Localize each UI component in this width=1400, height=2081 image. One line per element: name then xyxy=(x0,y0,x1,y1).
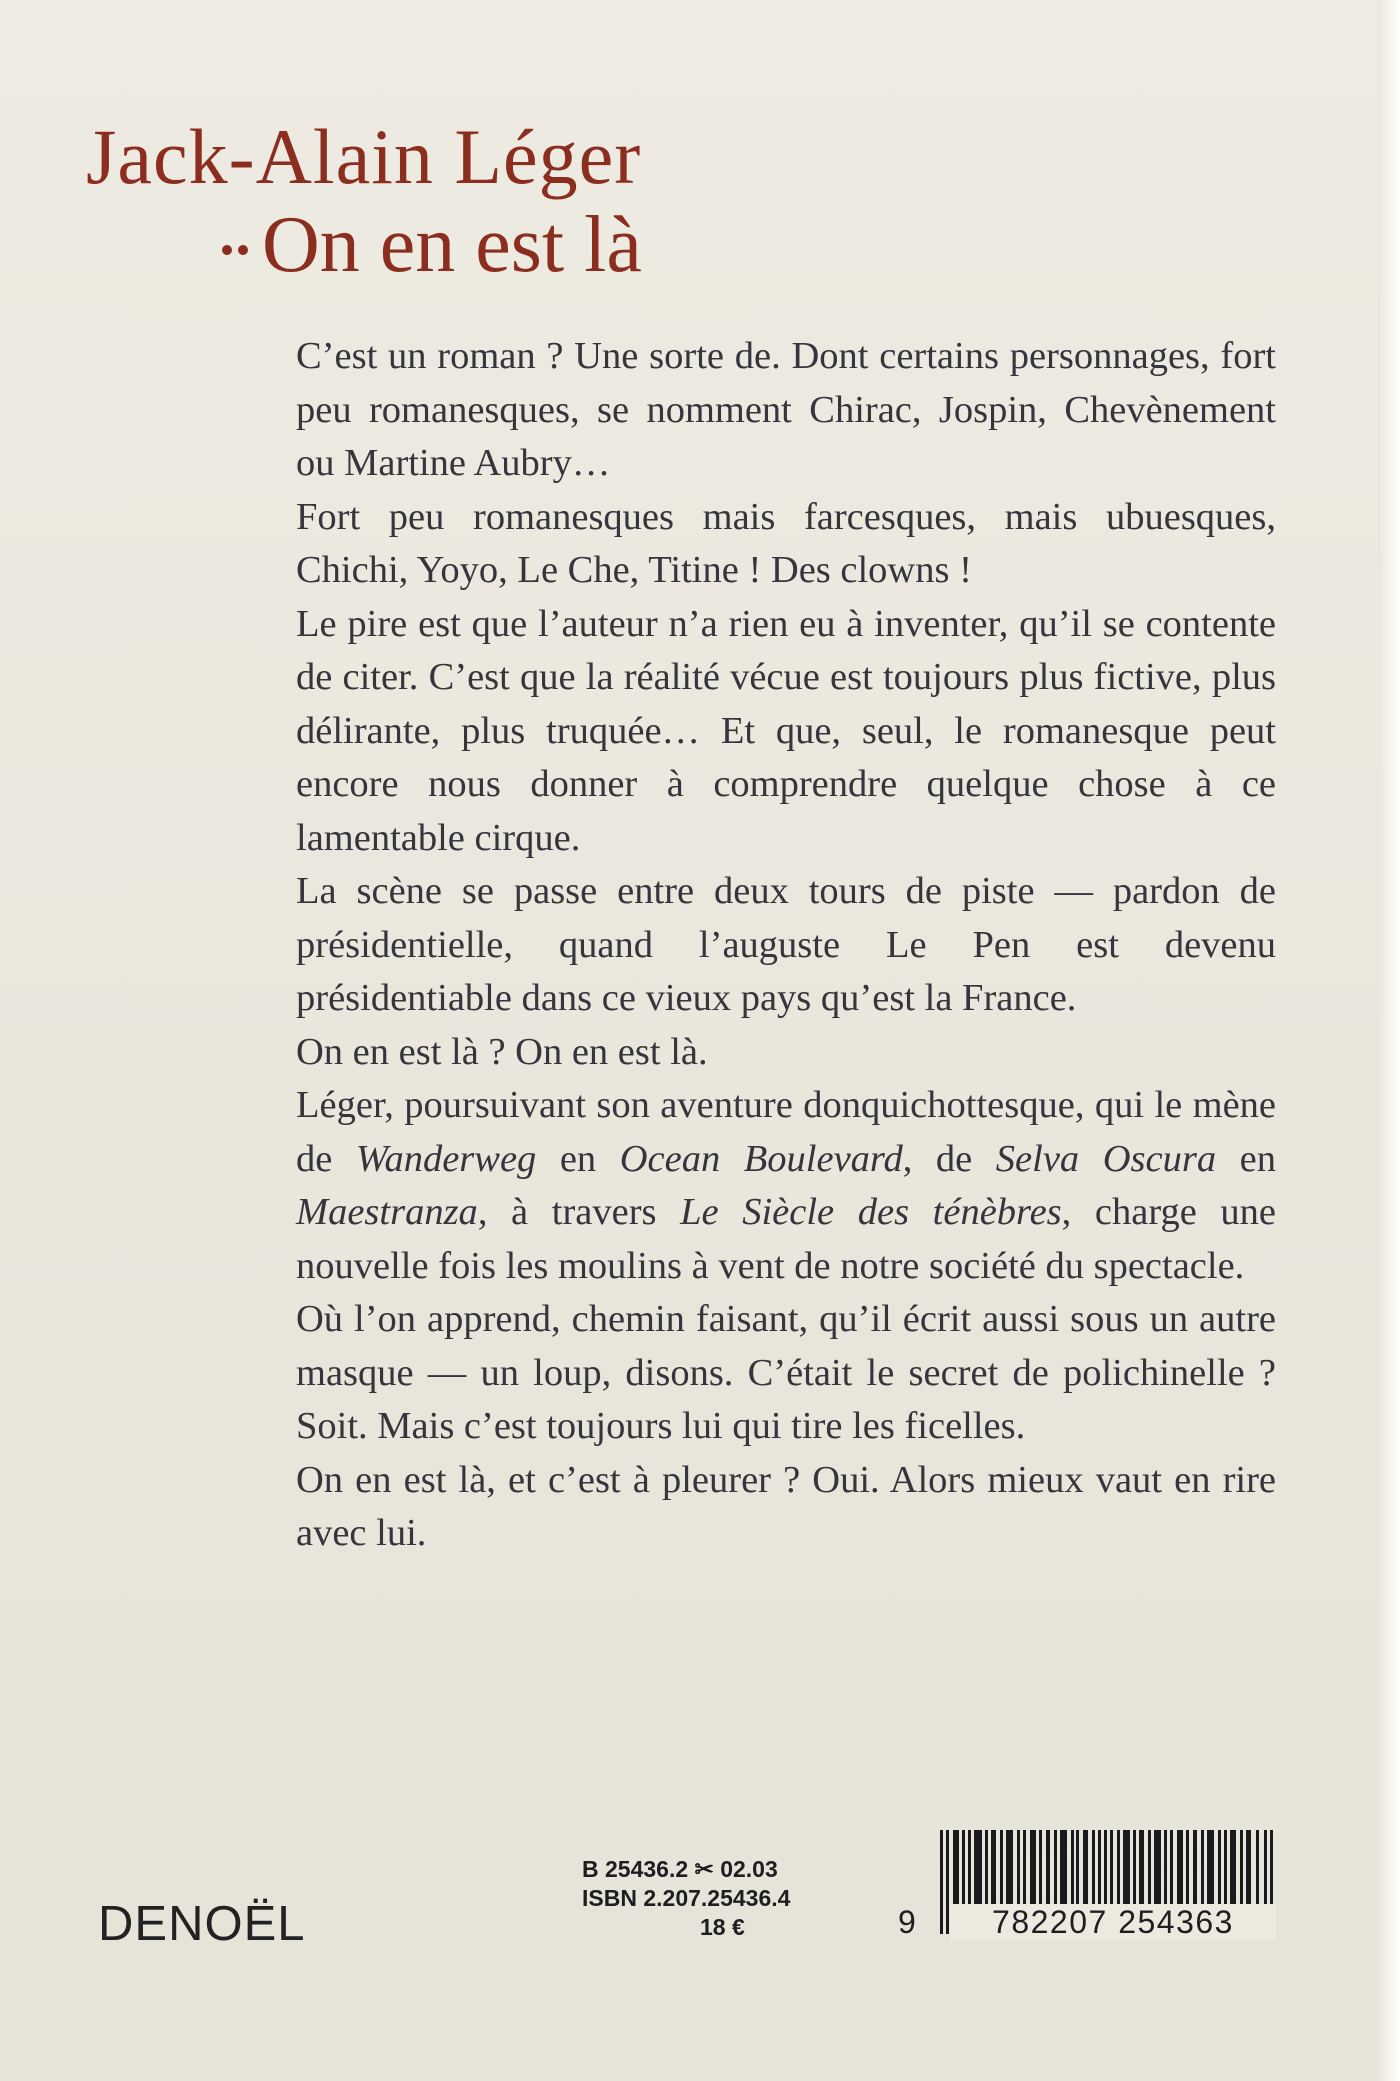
book-title-ref: Maestranza xyxy=(296,1191,478,1233)
blurb-text-run: , à travers xyxy=(477,1191,681,1233)
book-title-ref: Wanderweg xyxy=(355,1137,537,1180)
bullet-dot xyxy=(238,245,248,255)
blurb-paragraph xyxy=(296,1079,1276,1293)
bullet-dot xyxy=(222,245,232,255)
author-name: Jack-Alain Léger xyxy=(86,113,642,200)
catalog-code: B 25436.2 ✂ 02.03 xyxy=(582,1856,778,1882)
barcode-digits: 782207 254363 xyxy=(950,1904,1276,1941)
blurb-text-run: , charge une nouvelle fois les moulins à vent de notre société du spectacle. xyxy=(296,1191,1276,1287)
blurb-text-run: , de xyxy=(902,1137,996,1180)
title-bullets xyxy=(222,245,248,255)
book-title: On en est là xyxy=(262,201,642,289)
blurb-text-run: Léger, poursuivant son aventure donquichottesque, qui le mène de xyxy=(296,1084,1276,1180)
blurb-paragraph: C’est un roman ? Une sorte de. Dont certains personnages, fort peu romanesques, se nomment Chirac, Jospin, Chevènement ou Martine Aubry… xyxy=(296,335,1276,484)
book-title-ref: Selva Oscura xyxy=(995,1137,1217,1180)
blurb-paragraph: On en est là, et c’est à pleurer ? Oui. Alors mieux vaut en rire avec lui. xyxy=(296,1458,1276,1554)
blurb-paragraph: Où l’on apprend, chemin faisant, qu’il écrit aussi sous un autre masque — un loup, disons. C’était le secret de polichinelle ? Soit. Mais c’est toujours lui qui tire les ficelles. xyxy=(296,1298,1276,1447)
blurb-paragraph: La scène se passe entre deux tours de piste — pardon de présidentielle, quand l’auguste Le Pen est devenu présidentiable dans ce vieux pays qu’est la France. xyxy=(296,870,1276,1019)
blurb-text xyxy=(296,330,1276,1561)
blurb-paragraph: Le pire est que l’auteur n’a rien eu à inventer, qu’il se contente de citer. C’est que la réalité vécue est toujours plus fictive, plus délirante, plus truquée… Et que, seul, le romanesque peut encore nous donner à comprendre quelque chose à ce lamentable cirque. xyxy=(296,602,1276,859)
page-edge xyxy=(1378,0,1400,2081)
barcode-block xyxy=(898,1830,1278,1950)
blurb-text-run: en xyxy=(536,1137,620,1180)
blurb-paragraph: Fort peu romanesques mais farcesques, mais ubuesques, Chichi, Yoyo, Le Che, Titine ! Des clowns ! xyxy=(296,495,1276,591)
barcode-first-digit: 9 xyxy=(898,1904,916,1940)
catalog-codes xyxy=(582,1855,790,1942)
price-label: 18 € xyxy=(700,1914,745,1940)
book-title-row xyxy=(222,200,642,291)
blurb-paragraph: On en est là ? On en est là. xyxy=(296,1030,708,1073)
publisher-logo: DENOËL xyxy=(98,1897,306,1951)
book-title-ref: Ocean Boulevard xyxy=(619,1137,903,1180)
isbn-number: ISBN 2.207.25436.4 xyxy=(582,1885,791,1911)
book-title-ref: Le Siècle des ténèbres xyxy=(680,1191,1062,1233)
blurb-text-run: en xyxy=(1216,1137,1276,1180)
